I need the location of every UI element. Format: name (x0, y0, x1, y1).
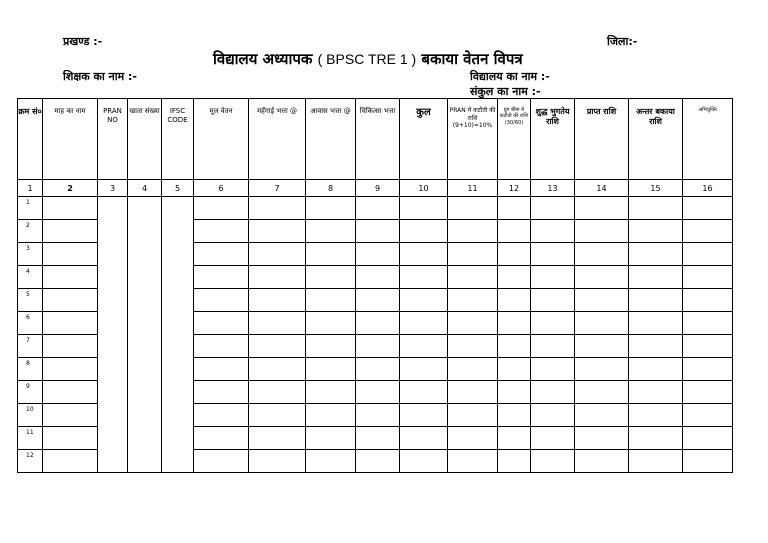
table-cell[interactable] (498, 243, 531, 266)
table-cell[interactable] (683, 335, 733, 358)
title-part-1: विद्यालय अध्यापक (213, 50, 313, 68)
table-cell[interactable] (448, 312, 498, 335)
table-cell[interactable] (531, 404, 575, 427)
table-cell[interactable] (575, 220, 629, 243)
table-cell[interactable] (400, 220, 448, 243)
table-cell[interactable] (575, 450, 629, 473)
table-cell[interactable] (249, 220, 306, 243)
column-header: माह का नाम (43, 99, 98, 180)
column-number: 1 (18, 180, 43, 197)
table-cell[interactable] (306, 427, 356, 450)
table-cell[interactable] (683, 381, 733, 404)
column-number: 10 (400, 180, 448, 197)
table-cell[interactable] (531, 220, 575, 243)
table-cell[interactable] (575, 335, 629, 358)
table-cell[interactable] (683, 358, 733, 381)
table-cell[interactable] (575, 312, 629, 335)
column-header: अभियुक्ति (683, 99, 733, 180)
column-number: 13 (531, 180, 575, 197)
column-number-row (18, 180, 733, 197)
column-header: अन्तर बकाया राशि (629, 99, 683, 180)
table-cell[interactable] (306, 197, 356, 220)
table-cell[interactable] (575, 427, 629, 450)
table-cell[interactable] (249, 197, 306, 220)
table-cell[interactable] (249, 266, 306, 289)
table-cell[interactable] (43, 197, 98, 220)
table-cell[interactable] (400, 450, 448, 473)
table-cell[interactable] (249, 312, 306, 335)
table-cell[interactable] (306, 335, 356, 358)
table-cell[interactable] (448, 197, 498, 220)
table-cell[interactable] (400, 381, 448, 404)
table-cell[interactable] (531, 266, 575, 289)
table-cell[interactable] (356, 266, 400, 289)
table-cell[interactable] (306, 266, 356, 289)
column-header: मूल वेतन (194, 99, 249, 180)
table-cell[interactable] (629, 312, 683, 335)
table-cell[interactable] (356, 450, 400, 473)
table-cell[interactable] (575, 266, 629, 289)
table-row (18, 197, 733, 220)
table-cell[interactable] (531, 312, 575, 335)
table-cell[interactable] (448, 220, 498, 243)
table-cell[interactable] (400, 358, 448, 381)
table-cell[interactable] (683, 220, 733, 243)
column-header: चिकित्सा भत्ता (356, 99, 400, 180)
table-cell[interactable] (629, 197, 683, 220)
column-header: महँगाई भत्ता @ (249, 99, 306, 180)
table-cell[interactable] (306, 220, 356, 243)
cluster-name-label: संकुल का नाम :- (470, 85, 541, 98)
table-cell[interactable] (306, 289, 356, 312)
column-number: 4 (128, 180, 162, 197)
table-cell[interactable] (356, 404, 400, 427)
column-header: ग्रुप बीमा में कटौती की राशि (30/60) (498, 99, 531, 180)
table-cell[interactable] (683, 243, 733, 266)
table-cell[interactable] (400, 243, 448, 266)
column-number: 16 (683, 180, 733, 197)
table-cell[interactable] (306, 381, 356, 404)
table-cell[interactable] (43, 381, 98, 404)
table-cell[interactable] (448, 358, 498, 381)
table-cell[interactable] (629, 266, 683, 289)
table-cell[interactable] (448, 404, 498, 427)
column-header: शुद्ध भुगतेय राशि (531, 99, 575, 180)
row-serial: 2 (18, 220, 43, 243)
table-cell[interactable] (448, 266, 498, 289)
title-part-2: ( BPSC TRE 1 ) (317, 51, 417, 67)
table-cell[interactable] (448, 335, 498, 358)
table-cell[interactable] (629, 404, 683, 427)
table-cell[interactable] (498, 335, 531, 358)
table-cell[interactable] (531, 358, 575, 381)
table-cell[interactable] (531, 381, 575, 404)
table-cell[interactable] (531, 289, 575, 312)
table-cell[interactable] (575, 243, 629, 266)
table-cell[interactable] (356, 358, 400, 381)
table-cell[interactable] (498, 450, 531, 473)
column-header: क्रम सं० (18, 99, 43, 180)
table-cell[interactable] (356, 427, 400, 450)
column-header: आवास भत्ता @ (306, 99, 356, 180)
row-serial: 10 (18, 404, 43, 427)
table-cell[interactable] (448, 381, 498, 404)
column-number: 2 (43, 180, 98, 197)
district-label: जिला:- (607, 35, 638, 48)
column-number: 11 (448, 180, 498, 197)
table-cell[interactable] (683, 266, 733, 289)
row-serial: 6 (18, 312, 43, 335)
table-cell[interactable] (683, 450, 733, 473)
table-cell[interactable] (306, 358, 356, 381)
table-cell[interactable] (43, 312, 98, 335)
column-number: 8 (306, 180, 356, 197)
table-cell[interactable] (683, 427, 733, 450)
table-cell[interactable] (249, 335, 306, 358)
table-cell[interactable] (249, 358, 306, 381)
table-cell[interactable] (629, 358, 683, 381)
table-cell[interactable] (683, 312, 733, 335)
table-cell[interactable] (400, 312, 448, 335)
table-cell[interactable] (400, 404, 448, 427)
merged-cell[interactable] (128, 197, 162, 473)
column-header: खाता संख्या (128, 99, 162, 180)
column-number: 7 (249, 180, 306, 197)
row-serial: 7 (18, 335, 43, 358)
table-cell[interactable] (683, 404, 733, 427)
table-cell[interactable] (400, 197, 448, 220)
table-cell[interactable] (531, 335, 575, 358)
table-cell[interactable] (498, 266, 531, 289)
table-cell[interactable] (575, 289, 629, 312)
column-number: 3 (98, 180, 128, 197)
row-serial: 4 (18, 266, 43, 289)
table-cell[interactable] (448, 243, 498, 266)
table-cell[interactable] (448, 289, 498, 312)
table-cell[interactable] (249, 381, 306, 404)
row-serial: 3 (18, 243, 43, 266)
table-cell[interactable] (194, 289, 249, 312)
table-cell[interactable] (249, 404, 306, 427)
table-cell[interactable] (43, 220, 98, 243)
table-cell[interactable] (629, 289, 683, 312)
row-serial: 1 (18, 197, 43, 220)
table-cell[interactable] (306, 243, 356, 266)
table-cell[interactable] (498, 404, 531, 427)
title-part-3: बकाया वेतन विपत्र (421, 50, 523, 68)
teacher-name-label: शिक्षक का नाम :- (63, 70, 137, 83)
table-cell[interactable] (498, 289, 531, 312)
table-cell[interactable] (356, 335, 400, 358)
table-cell[interactable] (683, 289, 733, 312)
table-cell[interactable] (43, 450, 98, 473)
column-number: 15 (629, 180, 683, 197)
table-cell[interactable] (356, 381, 400, 404)
table-cell[interactable] (194, 312, 249, 335)
table-cell[interactable] (531, 450, 575, 473)
table-cell[interactable] (306, 404, 356, 427)
table-cell[interactable] (531, 197, 575, 220)
column-header: IFSC CODE (162, 99, 194, 180)
column-header: PRAN में कटौती की राशि (9+10)=10% (448, 99, 498, 180)
table-cell[interactable] (43, 358, 98, 381)
table-cell[interactable] (249, 427, 306, 450)
table-cell[interactable] (575, 358, 629, 381)
table-cell[interactable] (194, 427, 249, 450)
table-cell[interactable] (629, 427, 683, 450)
table-cell[interactable] (498, 358, 531, 381)
table-cell[interactable] (575, 404, 629, 427)
table-cell[interactable] (356, 243, 400, 266)
table-cell[interactable] (575, 381, 629, 404)
block-label: प्रखण्ड :- (63, 35, 103, 48)
table-cell[interactable] (400, 427, 448, 450)
table-cell[interactable] (249, 289, 306, 312)
table-cell[interactable] (194, 266, 249, 289)
row-serial: 12 (18, 450, 43, 473)
table-cell[interactable] (629, 450, 683, 473)
table-cell[interactable] (194, 335, 249, 358)
table-cell[interactable] (400, 266, 448, 289)
table-cell[interactable] (356, 312, 400, 335)
table-cell[interactable] (629, 335, 683, 358)
table-cell[interactable] (629, 220, 683, 243)
column-number: 14 (575, 180, 629, 197)
table-cell[interactable] (498, 220, 531, 243)
table-cell[interactable] (498, 197, 531, 220)
table-cell[interactable] (498, 381, 531, 404)
row-serial: 5 (18, 289, 43, 312)
table-cell[interactable] (249, 243, 306, 266)
table-cell[interactable] (498, 427, 531, 450)
column-header: प्राप्त राशि (575, 99, 629, 180)
table-cell[interactable] (194, 197, 249, 220)
table-cell[interactable] (356, 197, 400, 220)
salary-table (17, 98, 733, 473)
table-cell[interactable] (43, 404, 98, 427)
school-name-label: विद्यालय का नाम :- (470, 70, 550, 83)
table-cell[interactable] (249, 450, 306, 473)
table-cell[interactable] (498, 312, 531, 335)
merged-cell[interactable] (162, 197, 194, 473)
merged-cell[interactable] (98, 197, 128, 473)
column-header: कुल (400, 99, 448, 180)
table-cell[interactable] (575, 197, 629, 220)
table-cell[interactable] (43, 243, 98, 266)
column-number: 5 (162, 180, 194, 197)
table-cell[interactable] (194, 450, 249, 473)
row-serial: 8 (18, 358, 43, 381)
table-cell[interactable] (194, 220, 249, 243)
table-cell[interactable] (629, 243, 683, 266)
row-serial: 11 (18, 427, 43, 450)
table-cell[interactable] (43, 289, 98, 312)
table-cell[interactable] (356, 289, 400, 312)
table-cell[interactable] (43, 427, 98, 450)
column-number: 6 (194, 180, 249, 197)
page-title (213, 49, 523, 69)
table-cell[interactable] (400, 335, 448, 358)
table-cell[interactable] (448, 450, 498, 473)
row-serial: 9 (18, 381, 43, 404)
table-cell[interactable] (531, 243, 575, 266)
table-cell[interactable] (43, 266, 98, 289)
table-cell[interactable] (194, 381, 249, 404)
table-cell[interactable] (43, 335, 98, 358)
column-header: PRAN NO (98, 99, 128, 180)
table-cell[interactable] (194, 243, 249, 266)
table-cell[interactable] (531, 427, 575, 450)
table-cell[interactable] (448, 427, 498, 450)
table-cell[interactable] (194, 404, 249, 427)
table-cell[interactable] (629, 381, 683, 404)
table-cell[interactable] (400, 289, 448, 312)
column-number: 9 (356, 180, 400, 197)
table-cell[interactable] (306, 450, 356, 473)
table-header-row (18, 99, 733, 180)
table-cell[interactable] (306, 312, 356, 335)
table-cell[interactable] (194, 358, 249, 381)
table-cell[interactable] (683, 197, 733, 220)
column-number: 12 (498, 180, 531, 197)
table-cell[interactable] (356, 220, 400, 243)
